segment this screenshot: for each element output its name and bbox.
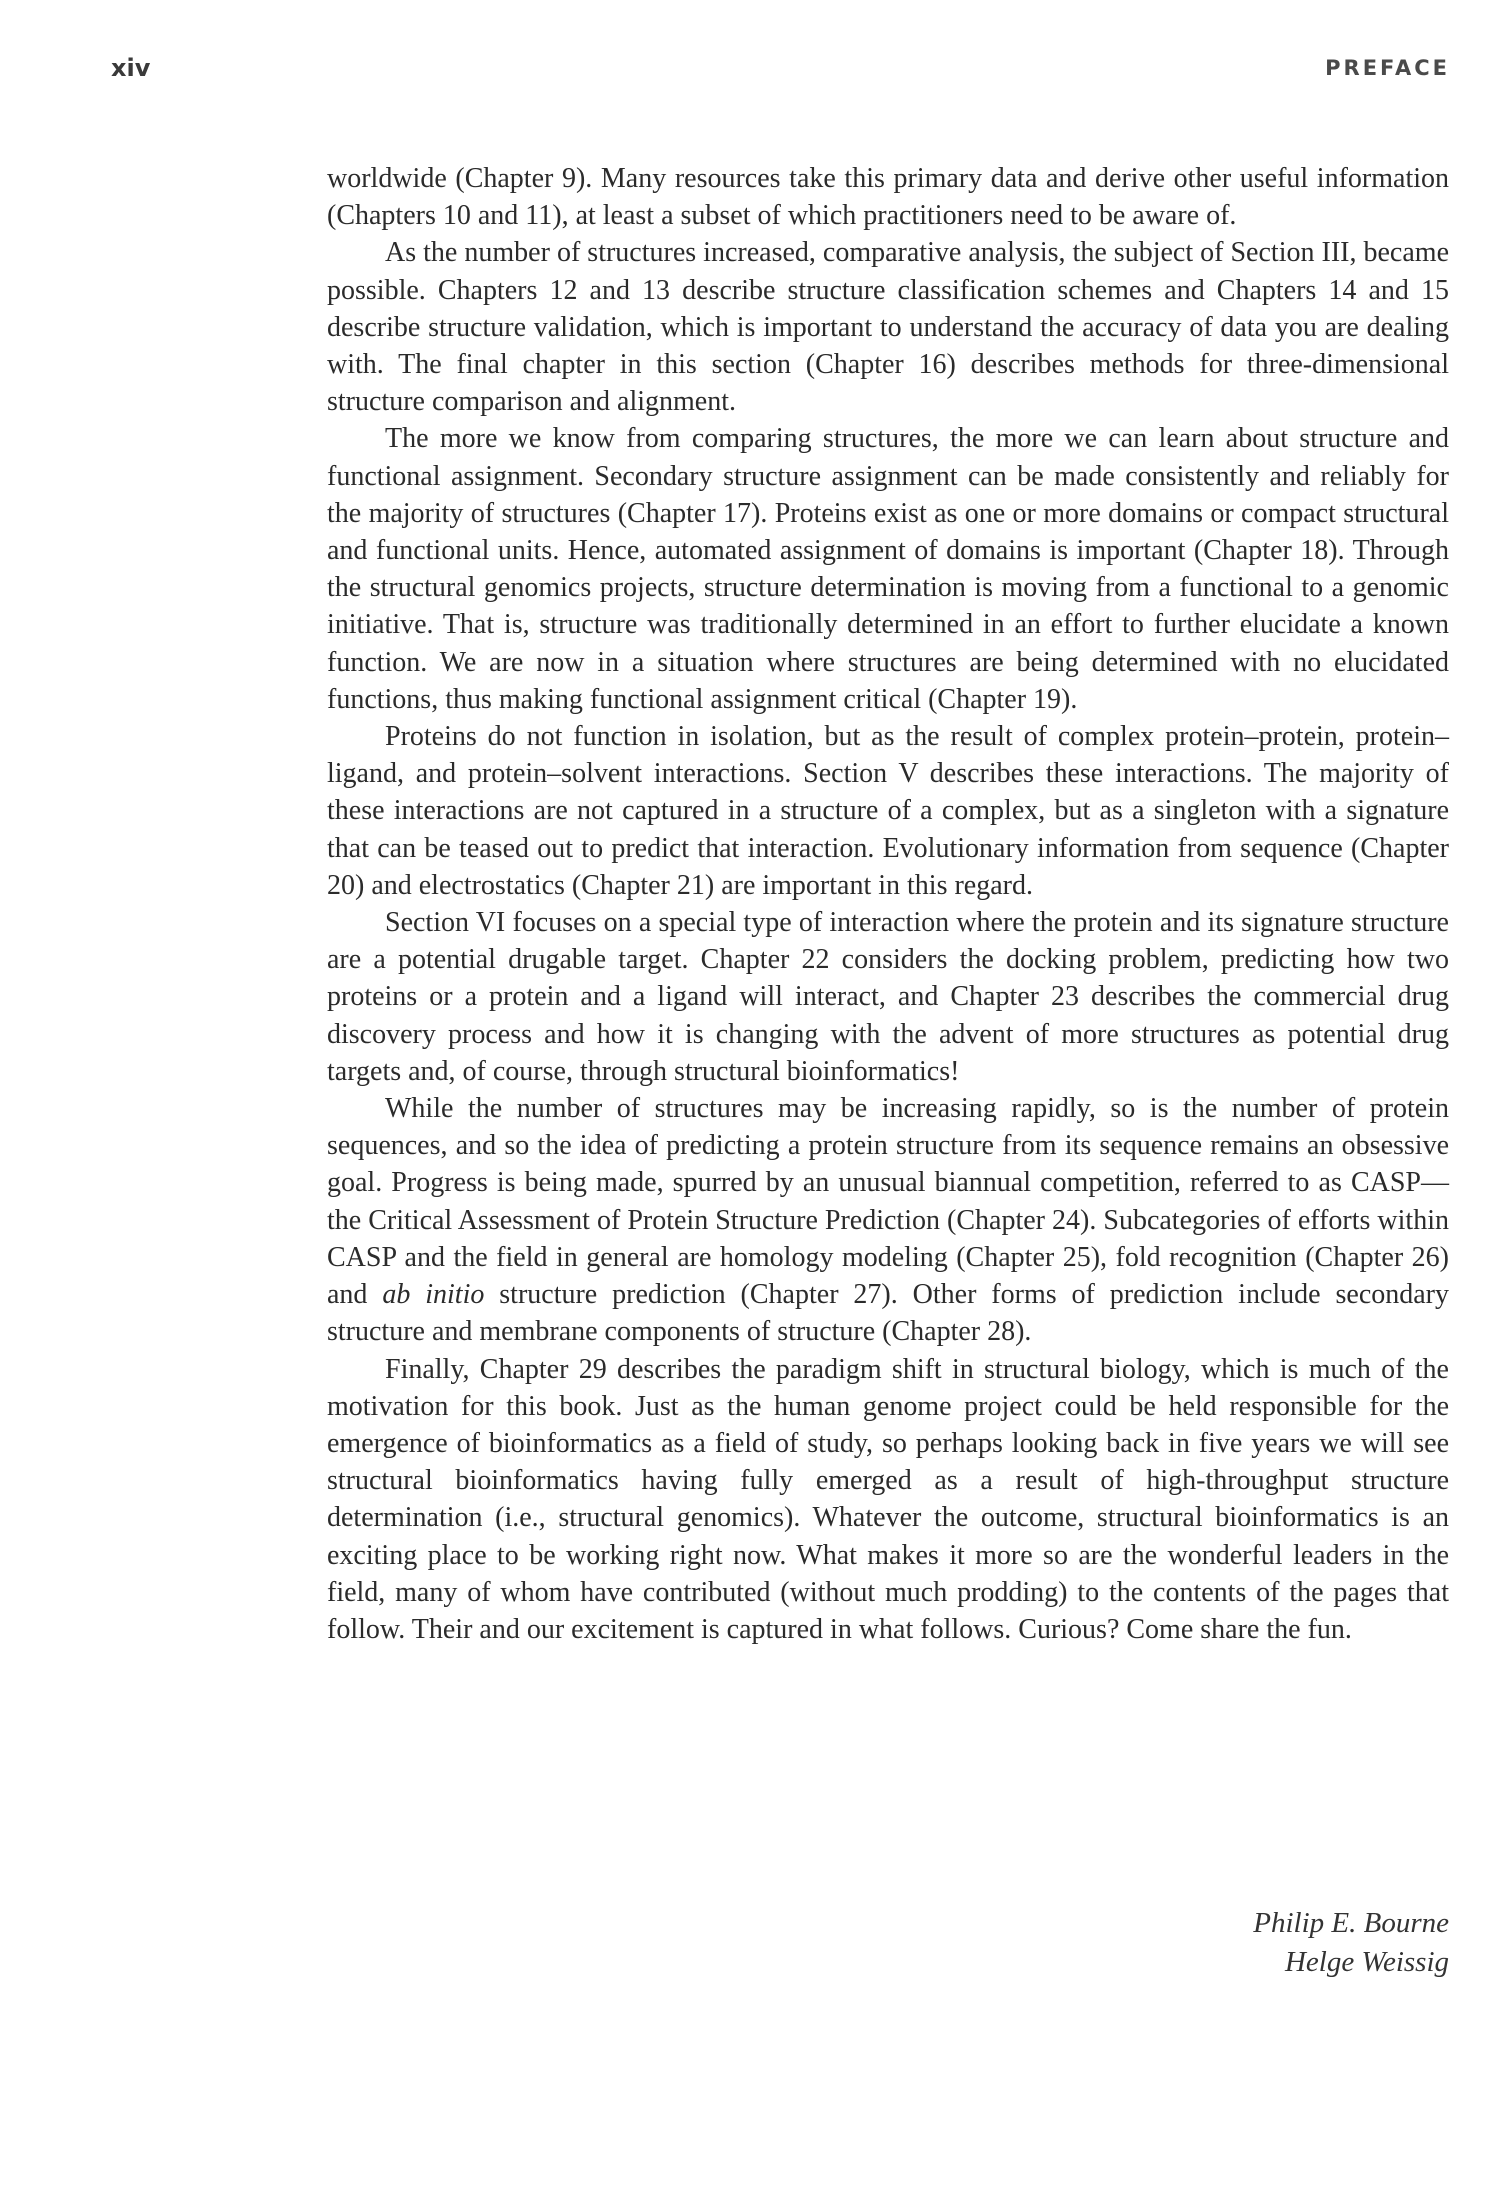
paragraph-4: Proteins do not function in isolation, but as the result of complex protein–protein, protein–ligand, and protein–solvent interactions. Section V describes these interactions. The majority of these interactions are not captured in a structure of a complex, but as a singleton with a signature that can be teased out to predict that interaction. Evolutionary information from sequence (Chapter 20) and electrostatics (Chapter 21) are important in this regard. [327, 721, 1449, 901]
paragraph-2: As the number of structures increased, comparative analysis, the subject of Section III, became possible. Chapters 12 and 13 describe structure classification schemes and Chapters 14 and 15 describe structure validation, which is important to understand the accuracy of data you are dealing with. The final chapter in this section (Chapter 16) describes methods for three-dimensional structure comparison and alignment. [327, 237, 1449, 418]
paragraph-6-part-2: structure prediction (Chapter 27). Other forms of prediction include secondary structure and membrane components of structure (Chapter 28). [327, 1279, 1449, 1348]
paragraph-7: Finally, Chapter 29 describes the paradigm shift in structural biology, which is much of the motivation for this book. Just as the human genome project could be held responsible for the emergence of bioinformatics as a field of study, so perhaps looking back in five years we will see structural bioinformatics having fully emerged as a result of high-throughput structure determination (i.e., structural genomics). Whatever the outcome, structural bioinformatics is an exciting place to be working right now. What makes it more so are the wonderful leaders in the field, many of whom have contributed (without much prodding) to the contents of the pages that follow. Their and our excitement is captured in what follows. Curious? Come share the fun. [327, 1353, 1449, 1645]
paragraph-6 [327, 1090, 1449, 1350]
preface-body [327, 160, 1449, 1648]
italic-term-ab-initio: ab initio [382, 1279, 485, 1311]
page-number: xiv [111, 54, 151, 82]
paragraph-1: worldwide (Chapter 9). Many resources take this primary data and derive other useful information (Chapters 10 and 11), at least a subset of which practitioners need to be aware of. [327, 163, 1449, 232]
author-name-2: Helge Weissig [1284, 1946, 1449, 1978]
paragraph-3: The more we know from comparing structures, the more we can learn about structure and functional assignment. Secondary structure assignment can be made consistently and reliably for the majority of structures (Chapter 17). Proteins exist as one or more domains or compact structural and functional units. Hence, automated assignment of domains is important (Chapter 18). Through the structural genomics projects, structure determination is moving from a functional to a genomic initiative. That is, structure was traditionally determined in an effort to further elucidate a known function. We are now in a situation where structures are being determined with no elucidated functions, thus making functional assignment critical (Chapter 19). [327, 423, 1449, 715]
paragraph-5: Section VI focuses on a special type of interaction where the protein and its signature structure are a potential drugable target. Chapter 22 considers the docking problem, predicting how two proteins or a protein and a ligand will interact, and Chapter 23 describes the commercial drug discovery process and how it is changing with the advent of more structures as potential drug targets and, of course, through structural bioinformatics! [327, 907, 1449, 1087]
paragraph-6-part-1: While the number of structures may be increasing rapidly, so is the number of protein sequences, and so the idea of predicting a protein structure from its sequence remains an obsessive goal. Progress is being made, spurred by an unusual biannual competition, referred to as CASP—the Critical Assessment of Protein Structure Prediction (Chapter 24). Subcategories of efforts within CASP and the field in general are homology modeling (Chapter 25), fold recognition (Chapter 26) and [327, 1093, 1449, 1311]
running-head: PREFACE [1325, 56, 1450, 80]
author-name-1: Philip E. Bourne [1253, 1907, 1449, 1939]
signature-block [1253, 1904, 1449, 1982]
